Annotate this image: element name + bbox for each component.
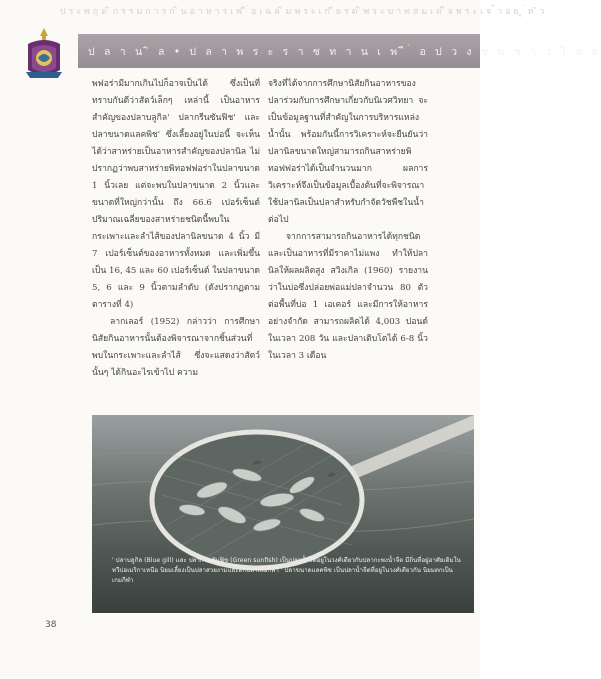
left-text-column [92, 76, 260, 382]
right-paragraph-2: จากการสามารถกินอาหารได้ทุกชนิดและเป็นอาหารที่มีราคาไม่แพง ทำให้ปลานิลให้ผลผลิตสูง สวิงเกิล (1960) รายงานว่าในบ่อซึ่งปล่อยพ่อแม่ปลาจำนวน 80 ตัว ต่อพื้นที่บ่อ 1 เอเคอร์ และมีการให้อาหารอย่างจำกัด สามารถผลิตได้ 4,003 ปอนด์ ในเวลา 208 วัน และปลาเติบโตได้ 6-8 นิ้ว ในเวลา 3 เดือน [268, 232, 428, 361]
page-header [0, 26, 601, 72]
right-paragraph-1: จริงที่ได้จากการศึกษานิสัยกินอาหารของปลาร่วมกับการศึกษาเกี่ยวกับนิเวศวิทยา จะเป็นข้อมูลฐานที่สำคัญในการบริหารแหล่งน้ำนั้น พร้อมกันนี้การวิเคราะห์จะยืนยันว่าปลานิลขนาดใหญ่สามารถกินสาหร่ายพิทอฟฟอร่าได้เป็นจำนวนมาก ผลการวิเคราะห์จึงเป็นข้อมูลเบื้องต้นที่จะพิจารณาใช้ปลานิลเป็นปลาสำหรับกำจัดวัชพืชในน้ำต่อไป [268, 79, 428, 225]
left-paragraph-1: พฟอร่ามีมากเกินไปก็อาจเป็นได้ ซึ่งเป็นที่ทราบกันดีว่าสัตว์เล็กๆ เหล่านี้ เป็นอาหารสำคัญของปลาบลูกิล' ปลากรีนซันฟิช' และปลาขนาดแลคพิช' ซึ่งเลี้ยงอยู่ในบ่อนี้ จะเห็นได้ว่าสาหร่ายเป็นอาหารสำคัญของปลานิล ไม่ปรากฏว่าพบสาหร่ายพิทอฟฟอร่าในปลาขนาด 1 นิ้วเลย แต่จะพบในปลาขนาด 2 นิ้วและขนาดที่ใหญ่กว่านั้น ถึง 66.6 เปอร์เซ็นต์ ปริมาณเฉลี่ยของสาหร่ายชนิดนี้พบในกระเพาะและลำไส้ของปลานิลขนาด 4 นิ้ว มี 7 เปอร์เซ็นต์ของอาหารทั้งหมด และเพิ่มขึ้นเป็น 16, 45 และ 60 เปอร์เซ็นต์ ในปลาขนาด 5, 6 และ 9 นิ้วตามลำดับ (ดังปรากฏตามตารางที่ 4) [92, 79, 260, 310]
page-number: 38 [45, 620, 57, 630]
right-text-column [268, 76, 428, 365]
header-title: ป ล า น ิ ล • ป ล า พ ร ะ ร า ช ท า น เ พ ื ่ อ ป ว ง ช น ช า ว ไ ท ย [88, 46, 601, 58]
royal-emblem-icon [22, 26, 66, 82]
top-running-text: ป ร ะ พ ฤ ต ิ ก ร ร ม ก า ร ก ิ น อ า ห า ร เ พ ื ่ อ เ ฉ ล ิ ม พ ร ะ เ ก ี ย ร ต ิ พ ร ะ บ า ท ส ม เ ด ็ จ พ ร ะ เ จ ้ า อ ย ู ่ ห ั ว [60, 7, 545, 17]
left-paragraph-2: ลากเลอร์ (1952) กล่าวว่า การศึกษานิสัยกินอาหารนั้นต้องพิจารณาจากชิ้นส่วนที่พบในกระเพาะและลำไส้ ซึ่งจะแสดงว่าสัตว์นั้นๆ ได้กินอะไรเข้าไป ความ [92, 317, 260, 378]
photo-caption: ' ปลาบลูกิล (Blue gill) และ ปลากรีนซันฟิช (Green sunfish) เป็นปลาน้ำจืดอยู่ในวงศ์เดียวกับปลากะพงน้ำจืด มีถิ่นที่อยู่อาศัยเดิมในทวีปอเมริกาเหนือ นิยมเลี้ยงเป็นปลาสวยงามและตกปลาเพื่อกีฬา ' ปลาขนาดแลคพิช เป็นปลาน้ำจืดที่อยู่ในวงศ์เดียวกัน นิยมตกเป็นเกมกีฬา [112, 557, 461, 584]
